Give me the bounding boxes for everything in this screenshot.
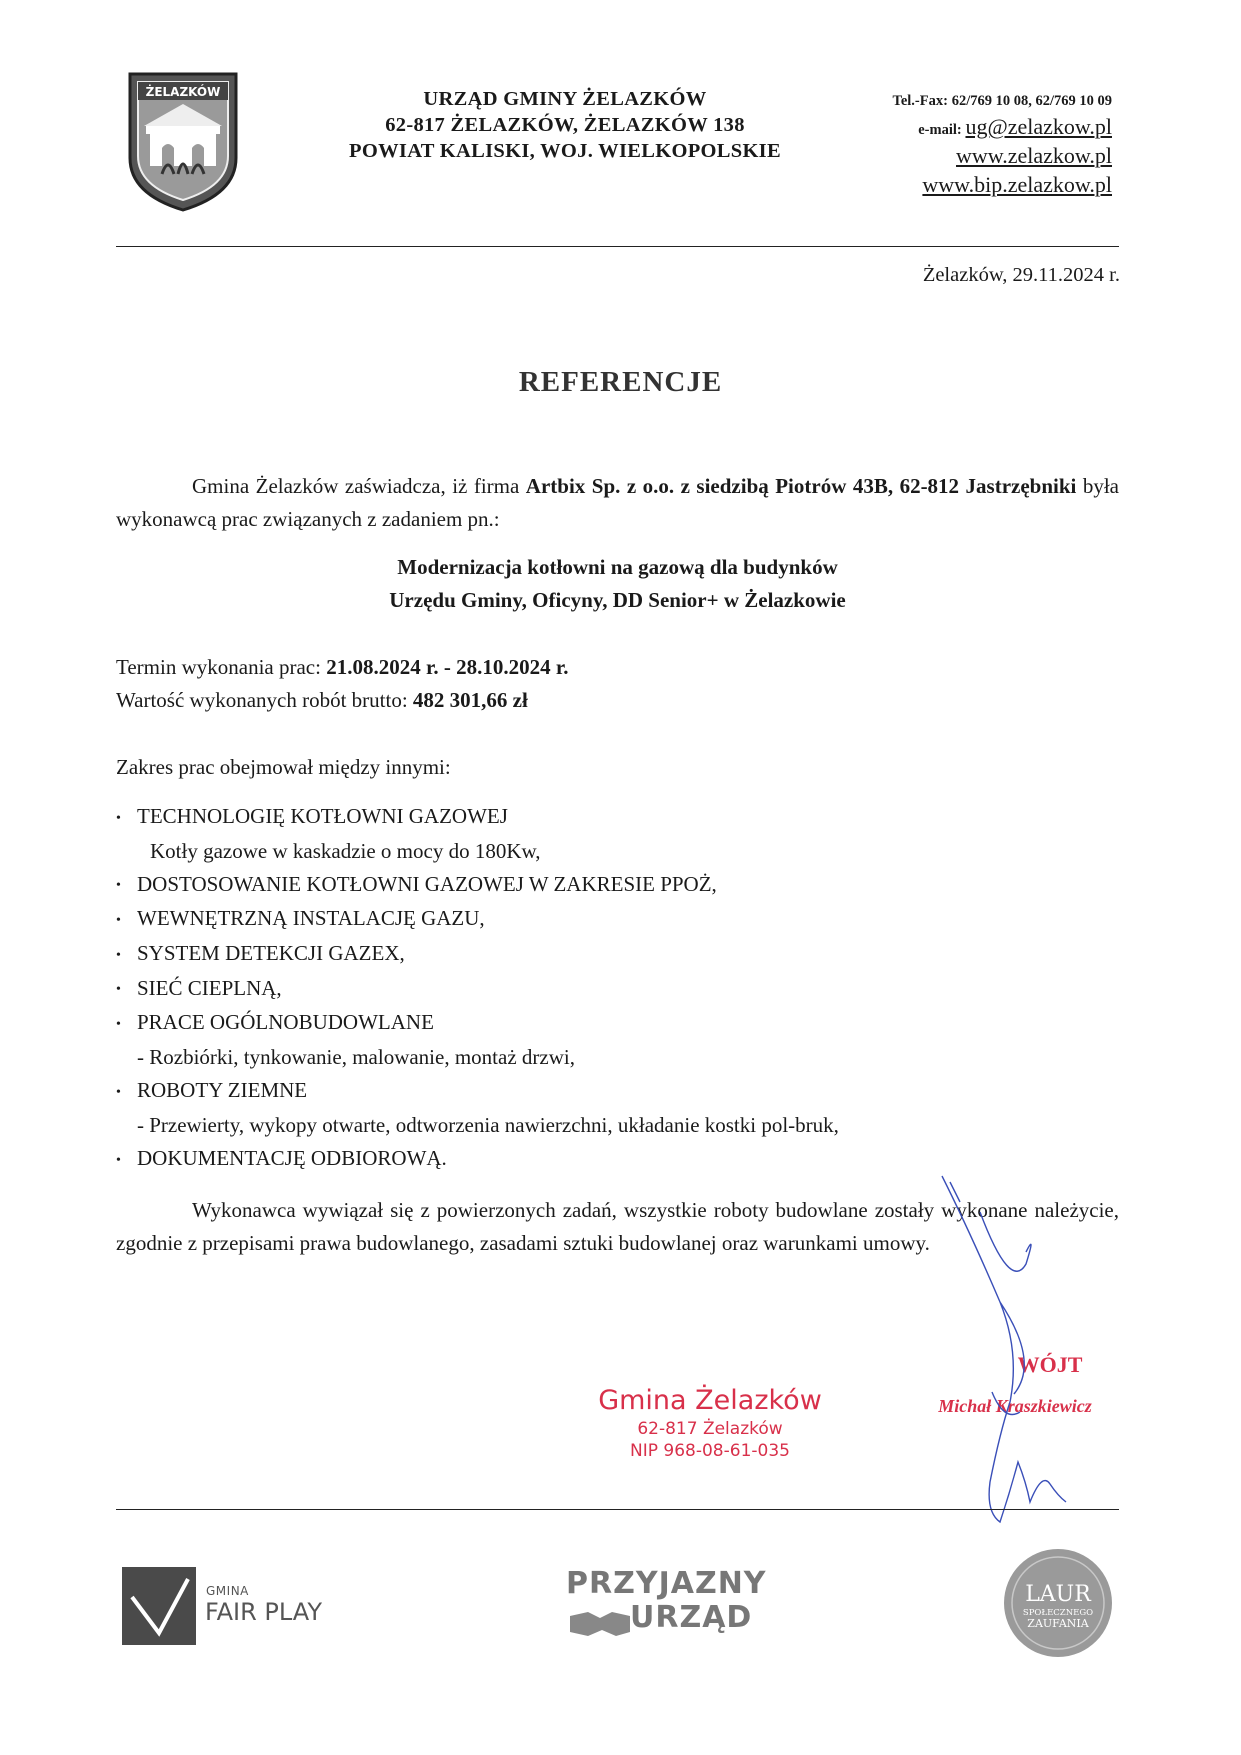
office-region: POWIAT KALISKI, WOJ. WIELKOPOLSKIE xyxy=(349,140,781,162)
office-header xyxy=(300,86,830,164)
list-item: • SIEĆ CIEPLNĄ, xyxy=(116,975,282,1000)
task-name xyxy=(116,551,1119,617)
tel-row xyxy=(760,88,1112,114)
task-line-2: Urzędu Gminy, Oficyny, DD Senior+ w Żelazkowie xyxy=(389,588,846,612)
document-date: Żelazków, 29.11.2024 r. xyxy=(922,264,1120,286)
friendly-office-label-2: URZĄD xyxy=(630,1600,753,1635)
list-item: • SYSTEM DETEKCJI GAZEX, xyxy=(116,941,405,966)
svg-text:SPOŁECZNEGO: SPOŁECZNEGO xyxy=(1022,1608,1094,1618)
list-item: • WEWNĘTRZNĄ INSTALACJĘ GAZU, xyxy=(116,906,485,931)
mayor-title: WÓJT xyxy=(1017,1352,1083,1377)
header-divider xyxy=(116,246,1119,247)
bip-row xyxy=(760,172,1112,201)
intro-paragraph xyxy=(116,470,1119,536)
list-item: • DOSTOSOWANIE KOTŁOWNI GAZOWEJ W ZAKRESIE PPOŻ, xyxy=(116,871,717,896)
contractor-name: Artbix Sp. z o.o. z siedzibą Piotrów 43B, 62-812 Jastrzębniki xyxy=(525,474,1077,498)
scope-list xyxy=(116,800,1119,1177)
task-line-1: Modernizacja kotłowni na gazową dla budynków xyxy=(397,555,838,579)
list-item: • PRACE OGÓLNOBUDOWLANE xyxy=(116,1010,434,1035)
value-line xyxy=(116,684,1119,717)
fair-play-label: FAIR PLAY xyxy=(205,1598,323,1626)
email-label: e-mail: xyxy=(918,122,962,138)
list-item-detail: Kotły gazowe w kaskadzie o mocy do 180Kw, xyxy=(150,838,541,863)
list-item: • ROBOTY ZIEMNE xyxy=(116,1078,308,1103)
bip-link[interactable]: www.bip.zelazkow.pl xyxy=(922,172,1112,197)
value-amount: 482 301,66 zł xyxy=(412,688,528,712)
email-row xyxy=(760,114,1112,143)
friendly-office-label-1: PRZYJAZNY xyxy=(566,1566,767,1601)
fair-play-logo-icon xyxy=(122,1567,196,1645)
list-item: • TECHNOLOGIĘ KOTŁOWNI GAZOWEJ xyxy=(116,804,508,828)
fair-play-label-small: GMINA xyxy=(206,1584,249,1598)
office-name: URZĄD GMINY ŻELAZKÓW xyxy=(423,88,707,110)
intro-text-2: była wykonawcą prac związanych z zadaniem pn.: xyxy=(116,474,1120,531)
website-link[interactable]: www.zelazkow.pl xyxy=(956,143,1112,168)
closing-text: Wykonawca wywiązał się z powierzonych zadań, wszystkie roboty budowlane zostały wykonane należycie, zgodnie z przepisami prawa budowlanego, zasadami sztuki budowlanej oraz warunkami umowy. xyxy=(116,1198,1119,1255)
stamp-nip: NIP 968-08-61-035 xyxy=(630,1441,790,1461)
document-title: REFERENCJE xyxy=(518,366,723,398)
footer-divider xyxy=(116,1509,1119,1510)
email-link[interactable]: ug@zelazkow.pl xyxy=(965,114,1112,139)
list-item: • DOKUMENTACJĘ ODBIOROWĄ. xyxy=(116,1145,447,1170)
municipality-stamp xyxy=(570,1384,850,1462)
handwritten-signature xyxy=(930,1172,1090,1552)
website-row xyxy=(760,143,1112,172)
svg-text:LAUR: LAUR xyxy=(1025,1582,1091,1607)
term-line xyxy=(116,651,1119,684)
mayor-name: Michał Kraszkiewicz xyxy=(938,1396,1092,1416)
value-label: Wartość wykonanych robót brutto: xyxy=(116,688,413,712)
list-item-detail: - Przewierty, wykopy otwarte, odtworzenia nawierzchni, układanie kostki pol-bruk, xyxy=(137,1112,839,1137)
svg-text:ZAUFANIA: ZAUFANIA xyxy=(1027,1617,1089,1630)
handshake-icon xyxy=(568,1602,632,1642)
stamp-address: 62-817 Żelazków xyxy=(637,1419,783,1439)
term-label: Termin wykonania prac: xyxy=(116,655,327,679)
stamp-name: Gmina Żelazków xyxy=(598,1385,822,1416)
list-item-detail: - Rozbiórki, tynkowanie, malowanie, montaż drzwi, xyxy=(137,1045,575,1070)
scope-intro: Zakres prac obejmował między innymi: xyxy=(116,755,451,779)
tel-label: Tel.-Fax: xyxy=(892,93,948,109)
coat-of-arms-logo xyxy=(126,70,240,214)
office-address: 62-817 ŻELAZKÓW, ŻELAZKÓW 138 xyxy=(385,114,745,136)
crest-text: ŻELAZKÓW xyxy=(145,85,221,99)
intro-text-1: Gmina Żelazków zaświadcza, iż firma xyxy=(192,474,526,498)
tel-value: 62/769 10 08, 62/769 10 09 xyxy=(951,93,1112,109)
term-value: 21.08.2024 r. - 28.10.2024 r. xyxy=(326,655,569,679)
contact-block xyxy=(760,88,1112,201)
laur-award-logo xyxy=(1000,1545,1116,1661)
